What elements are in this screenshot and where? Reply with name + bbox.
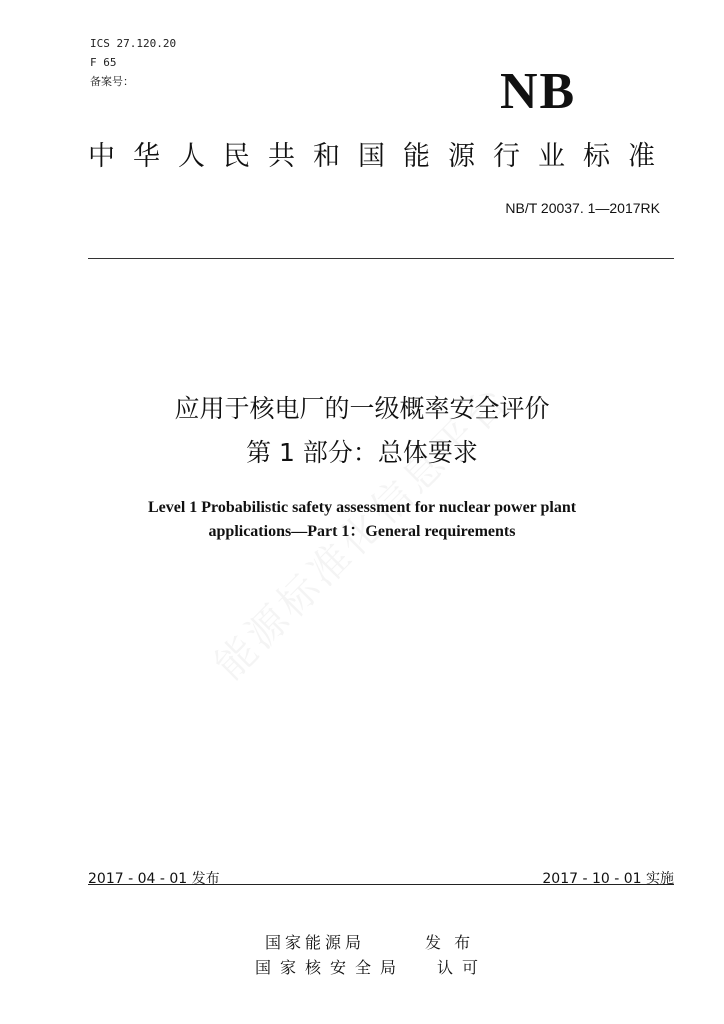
standard-number: NB/T 20037. 1—2017RK [505, 200, 660, 216]
issuer-nnsa: 国家核安全局 [255, 958, 406, 977]
issuer-nea: 国家能源局 [265, 933, 366, 952]
top-divider [88, 258, 674, 259]
standard-title: 中华人民共和国能源行业标准 [88, 141, 673, 172]
issuer-action-publish: 发 布 [425, 933, 475, 952]
bottom-divider [88, 884, 674, 885]
issuer-action-approve: 认可 [437, 958, 488, 977]
ics-code: ICS 27.120.20 [90, 37, 177, 50]
implement-date: 2017 - 10 - 01 实施 [542, 871, 674, 887]
en-title-line2: applications—Part 1：General requirements [208, 523, 516, 540]
classification-code: F 65 [90, 56, 117, 69]
nb-logo: NB [500, 63, 577, 120]
record-number-label: 备案号： [90, 75, 134, 88]
en-title-line1: Level 1 Probabilistic safety assessment for nuclear power plant [147, 499, 577, 516]
cn-title-line2: 第 1 部分：总体要求 [246, 438, 478, 467]
publish-date: 2017 - 04 - 01 发布 [88, 871, 220, 887]
cn-title-line1: 应用于核电厂的一级概率安全评价 [174, 394, 550, 423]
